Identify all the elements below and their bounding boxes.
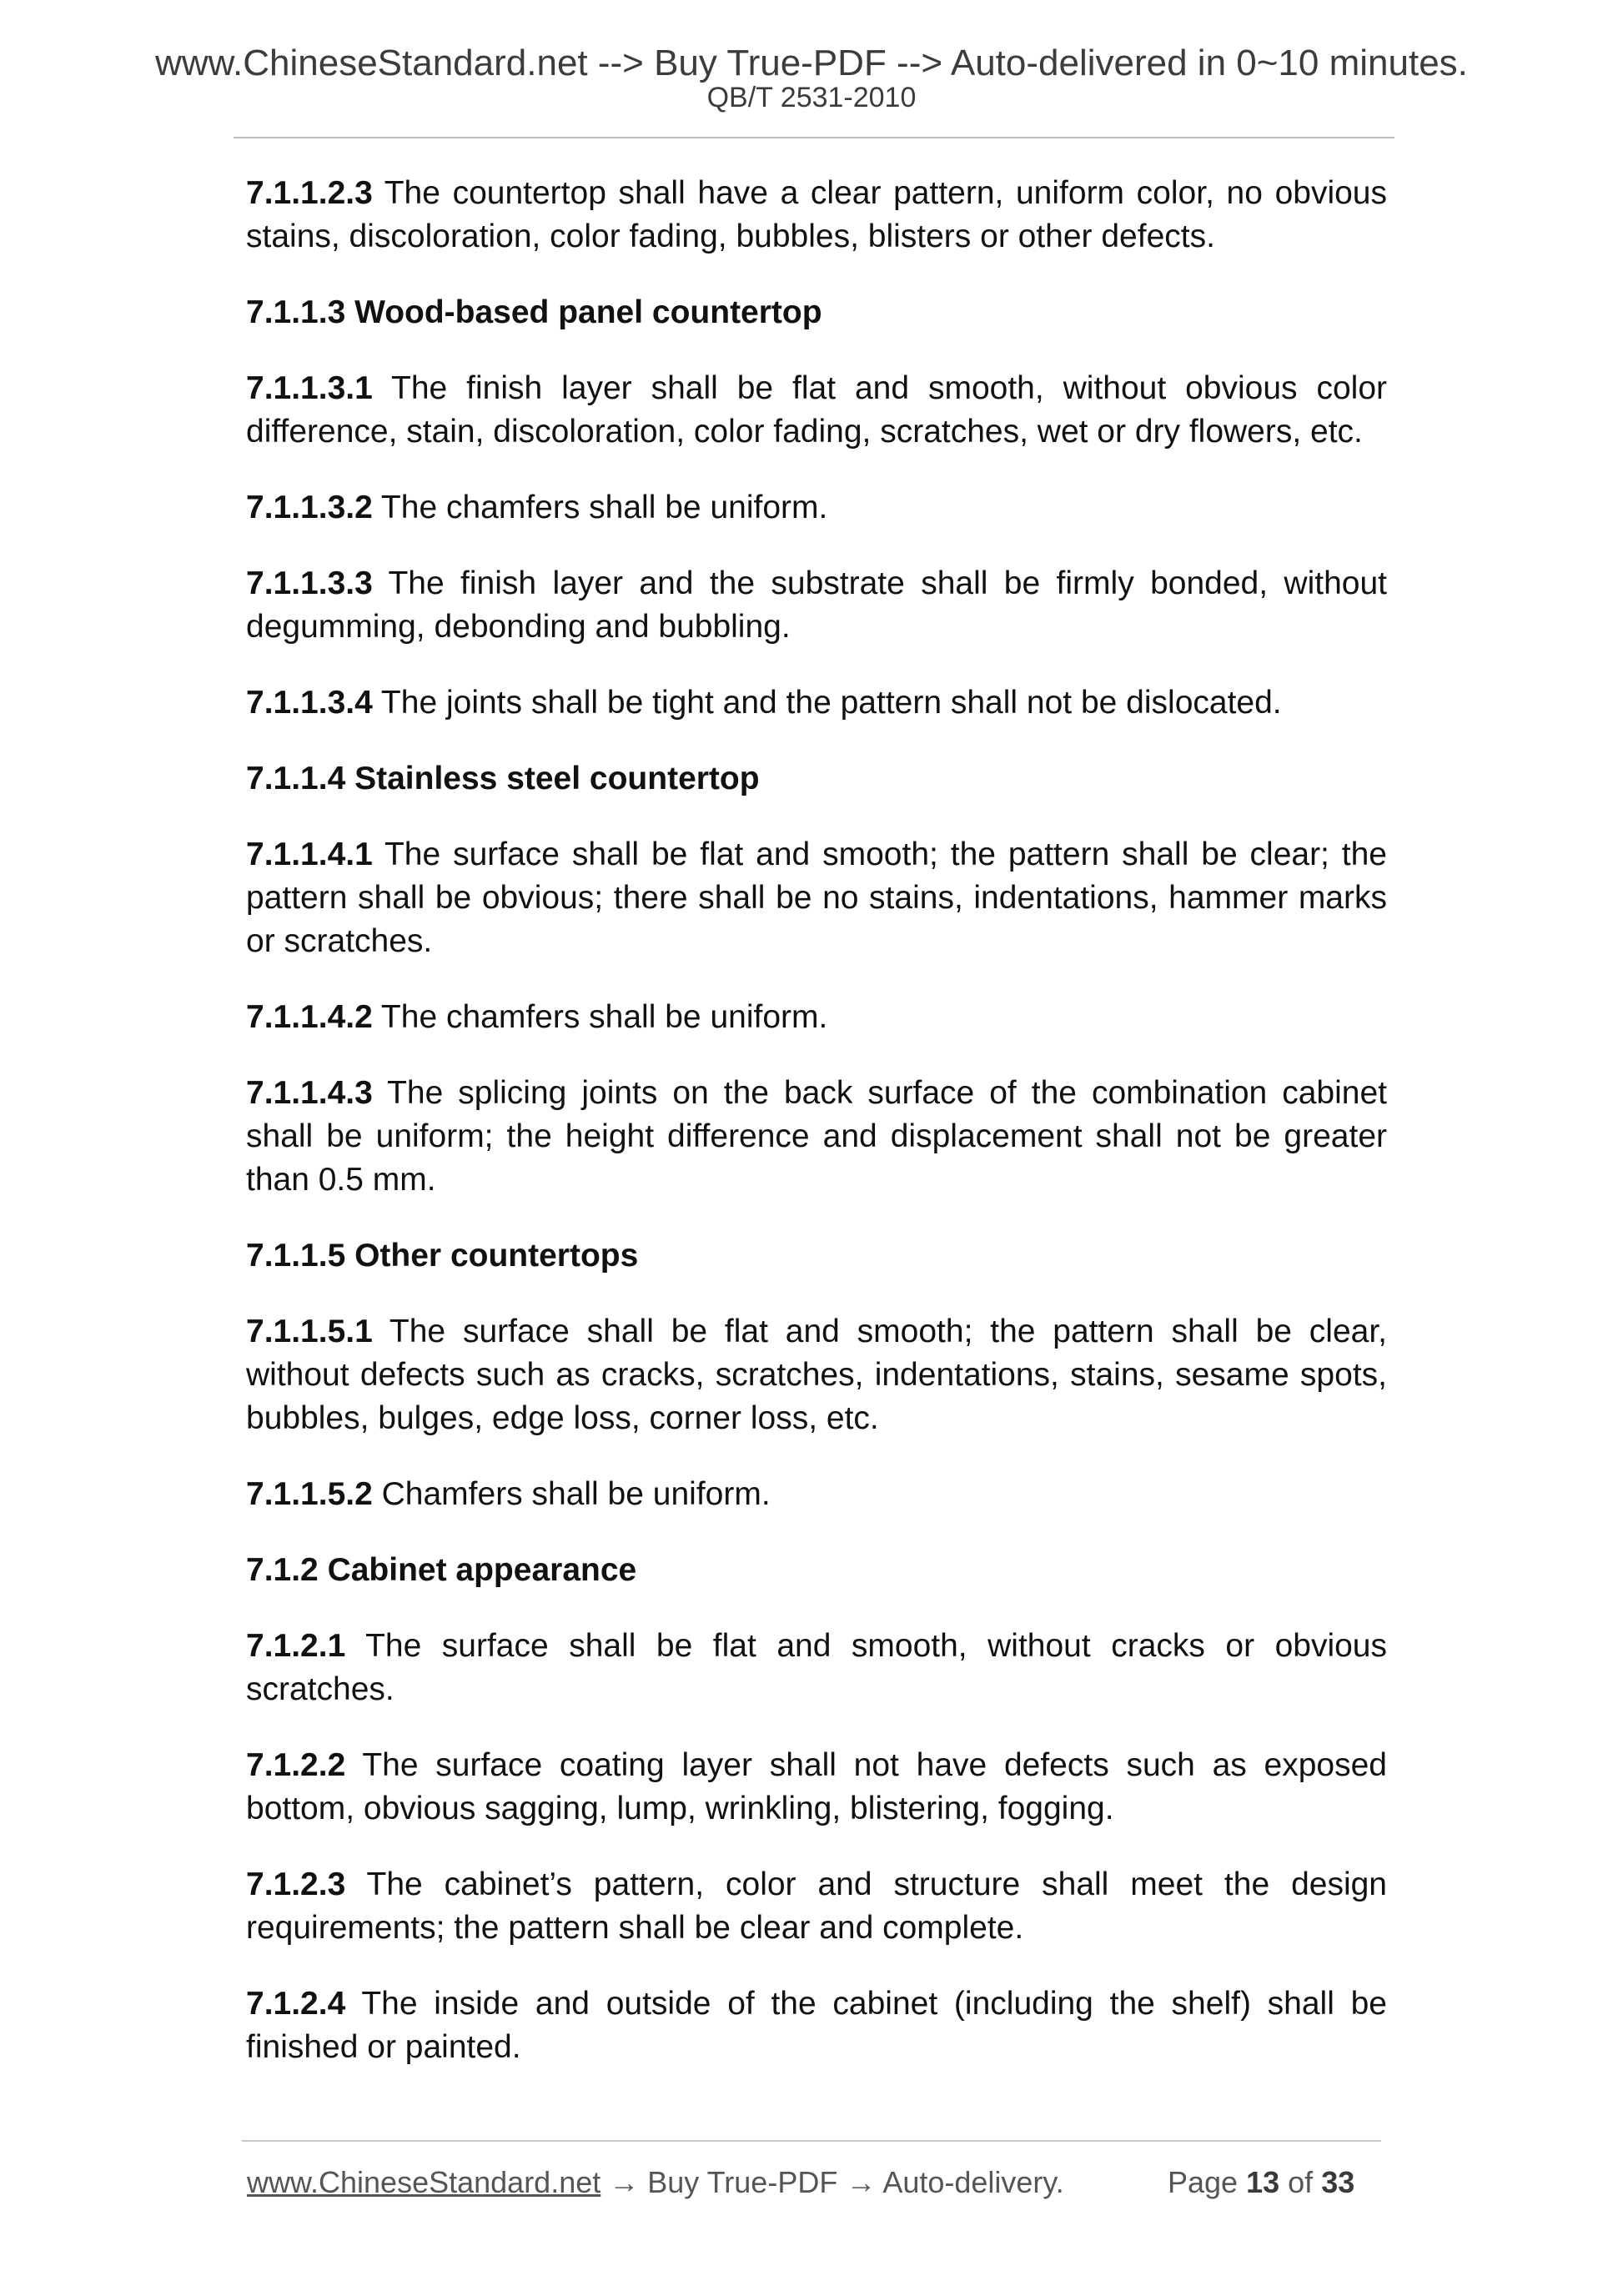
standard-code: QB/T 2531-2010: [706, 82, 917, 113]
page-footer: [247, 2162, 1381, 2203]
footer-divider: [242, 2140, 1381, 2142]
header-banner: www.ChineseStandard.net --> Buy True-PDF --> Auto-delivered in 0~10 minutes.: [155, 43, 1468, 83]
page-label: Page: [1168, 2165, 1239, 2199]
clause-text: The finish layer shall be flat and smooth, without obvious color difference, stain, discoloration, color fading, scratches, wet or dry flowers, etc.: [246, 370, 1387, 450]
clause-number: 7.1.1.3.3: [246, 565, 373, 601]
clause-7-1-1-5-2: [246, 1473, 1387, 1516]
footer-promo-text: → Buy True-PDF → Auto-delivery.: [600, 2165, 1064, 2199]
clause-7-1-1-4-2: [246, 996, 1387, 1039]
clause-7-1-1-3-4: [246, 681, 1387, 725]
clause-number: 7.1.1.3.2: [246, 490, 373, 525]
clause-text: The joints shall be tight and the pattern shall not be dislocated.: [372, 685, 1282, 721]
clause-number: 7.1.1.5.2: [246, 1476, 373, 1512]
clause-text: The chamfers shall be uniform.: [372, 999, 828, 1035]
document-body: [246, 172, 1387, 2102]
page-of-label: of: [1288, 2165, 1314, 2199]
clause-number: 7.1.1.2.3: [246, 175, 373, 211]
clause-text: The surface shall be flat and smooth; the pattern shall be clear, without defects such as cracks, scratches, indentations, stains, sesame spots, bubbles, bulges, edge loss, corner loss, etc.: [246, 1314, 1387, 1436]
clause-7-1-1-2-3: [246, 172, 1387, 259]
clause-text: The countertop shall have a clear pattern, uniform color, no obvious stains, discoloration, color fading, bubbles, blisters or other defects.: [246, 175, 1387, 254]
clause-number: 7.1.1.4.2: [246, 999, 373, 1035]
clause-7-1-2-1: [246, 1625, 1387, 1711]
clause-text: The splicing joints on the back surface of the combination cabinet shall be uniform; the height difference and displacement shall not be greater than 0.5 mm.: [246, 1075, 1387, 1198]
clause-text: Chamfers shall be uniform.: [372, 1476, 771, 1512]
clause-number: 7.1.1.4.1: [246, 837, 373, 872]
clause-7-1-1-3-2: [246, 486, 1387, 530]
clause-7-1-1-3-1: [246, 367, 1387, 454]
clause-text: The surface coating layer shall not have defects such as exposed bottom, obvious sagging, lump, wrinkling, blistering, fogging.: [246, 1747, 1387, 1826]
clause-text: The cabinet’s pattern, color and structure shall meet the design requirements; the pattern shall be clear and complete.: [246, 1866, 1387, 1946]
clause-7-1-1-4-3: [246, 1072, 1387, 1202]
clause-number: 7.1.2.2: [246, 1747, 346, 1783]
clause-text: The inside and outside of the cabinet (including the shelf) shall be finished or painted.: [246, 1986, 1387, 2065]
clause-7-1-2-2: [246, 1744, 1387, 1831]
page-indicator: [1168, 2162, 1354, 2203]
clause-number: 7.1.1.3.4: [246, 685, 373, 721]
clause-7-1-2-4: [246, 1982, 1387, 2069]
clause-7-1-1-4-1: [246, 833, 1387, 963]
section-heading-7-1-1-3: 7.1.1.3 Wood-based panel countertop: [246, 294, 822, 330]
header-divider: [234, 137, 1394, 138]
section-heading-7-1-1-5: 7.1.1.5 Other countertops: [246, 1238, 639, 1274]
clause-7-1-1-5-1: [246, 1310, 1387, 1440]
clause-text: The surface shall be flat and smooth, without cracks or obvious scratches.: [246, 1628, 1387, 1707]
clause-number: 7.1.1.4.3: [246, 1075, 373, 1111]
clause-number: 7.1.2.1: [246, 1628, 346, 1664]
clause-7-1-1-3-3: [246, 562, 1387, 649]
clause-text: The surface shall be flat and smooth; the pattern shall be clear; the pattern shall be obvious; there shall be no stains, indentations, hammer marks or scratches.: [246, 837, 1387, 959]
section-heading-7-1-2: 7.1.2 Cabinet appearance: [246, 1552, 637, 1588]
page-number: 13: [1246, 2165, 1280, 2199]
section-heading-7-1-1-4: 7.1.1.4 Stainless steel countertop: [246, 761, 760, 796]
clause-number: 7.1.1.3.1: [246, 370, 373, 406]
footer-site-link[interactable]: www.ChineseStandard.net: [247, 2165, 601, 2199]
clause-text: The chamfers shall be uniform.: [372, 490, 828, 525]
page-total: 33: [1321, 2165, 1355, 2199]
clause-number: 7.1.2.3: [246, 1866, 346, 1902]
clause-text: The finish layer and the substrate shall be firmly bonded, without degumming, debonding and bubbling.: [246, 565, 1387, 645]
clause-number: 7.1.1.5.1: [246, 1314, 373, 1349]
footer-promo: [247, 2162, 1064, 2203]
clause-number: 7.1.2.4: [246, 1986, 346, 2022]
clause-7-1-2-3: [246, 1863, 1387, 1950]
